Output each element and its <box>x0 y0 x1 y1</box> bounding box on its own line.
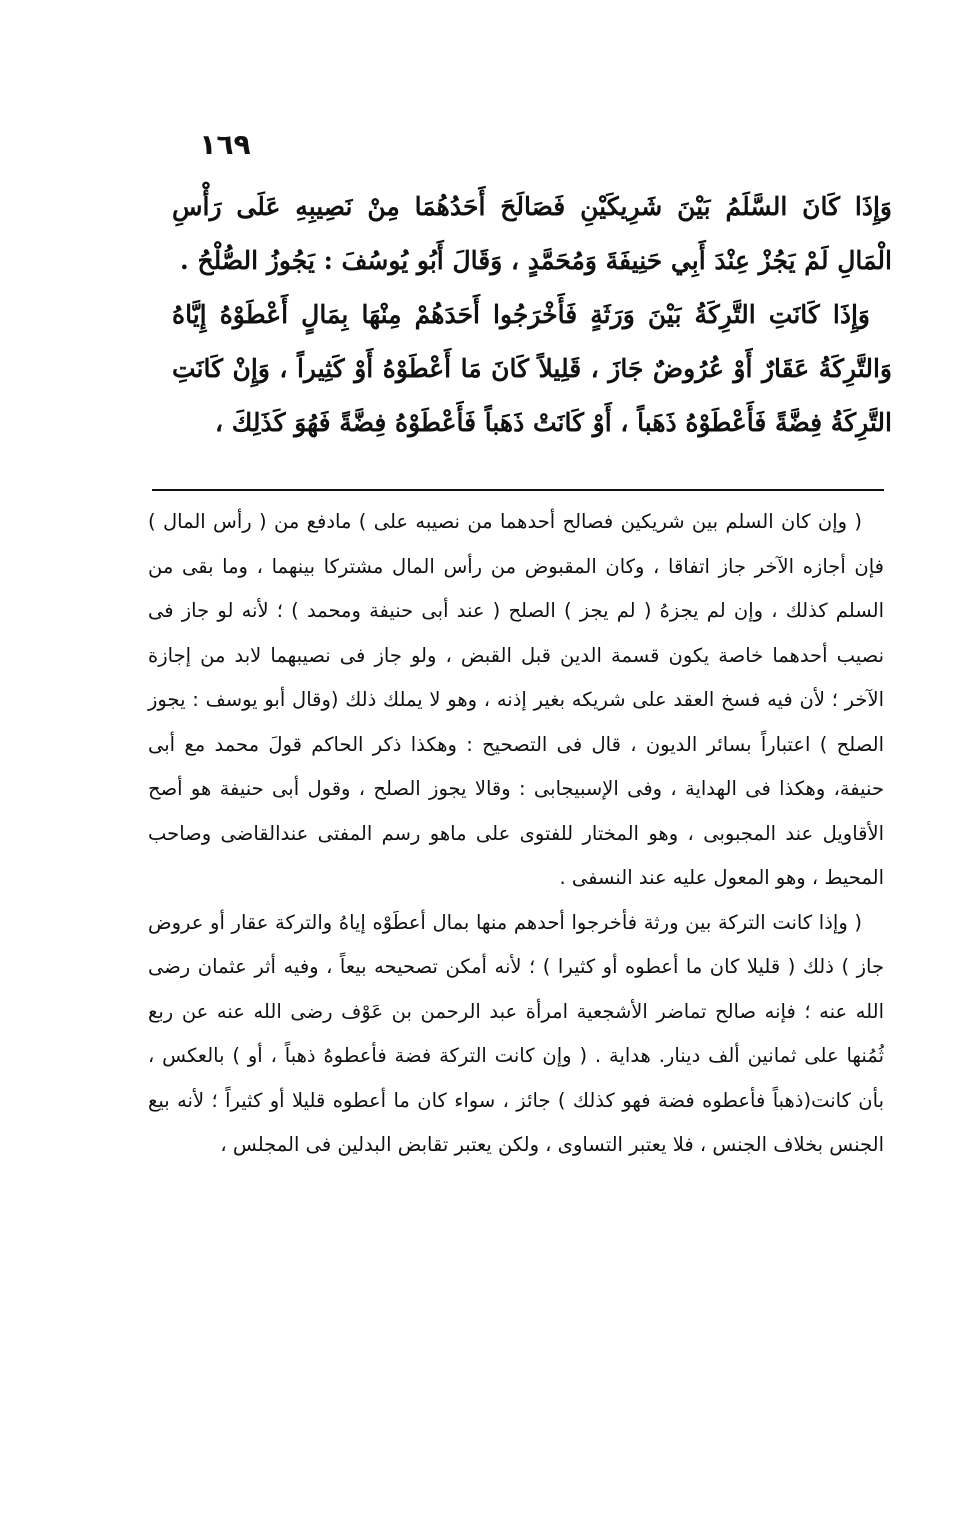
main-text-block <box>172 180 892 450</box>
page-number: ١٦٩ <box>199 128 251 161</box>
commentary-paragraph-salam: ( وإن كان السلم بين شريكين فصالح أحدهما من نصيبه على ) مادفع من ( رأس المال ) فإن أجازه الآخر جاز اتفاقا ، وكان المقبوض من رأس المال مشتركا بينهما ، وما بقى من السلم كذلك ، وإن لم يجزهُ ( لم يجز ) الصلح ( عند أبى حنيفة ومحمد ) ؛ لأنه لو جاز فى نصيب أحدهما خاصة يكون قسمة الدين قبل القبض ، ولو جاز فى نصيبهما لابد من إجازة الآخر ؛ لأن فيه فسخ العقد على شريكه بغير إذنه ، وهو لا يملك ذلك (وقال أبو يوسف : يجوز الصلح ) اعتباراً بسائر الديون ، قال فى التصحيح : وهكذا ذكر الحاكم قولَ محمد مع أبى حنيفة، وهكذا فى الهداية ، وفى الإسبيجابى : وقالا يجوز الصلح ، وقول أبى حنيفة هو أصح الأقاويل عند المجبوبى ، وهو المختار للفتوى على ماهو رسم المفتى عندالقاضى وصاحب المحيط ، وهو المعول عليه عند النسفى . <box>148 510 884 889</box>
main-paragraph-inheritance: وَإِذَا كَانَتِ التَّرِكَةُ بَيْنَ وَرَثَةٍ فَأَخْرَجُوا أَحَدَهُمْ مِنْهَا بِمَالٍ أَعْطَوْهُ إِيَّاهُ وَالتَّرِكَةُ عَقَارٌ أَوْ عُرُوضٌ جَازَ ، قَلِيلاً كَانَ مَا أَعْطَوْهُ أَوْ كَثِيراً ، وَإِنْ كَانَتِ التَّرِكَةُ فِضَّةً فَأَعْطَوْهُ ذَهَباً ، أَوْ كَانَتْ ذَهَباً فَأَعْطَوْهُ فِضَّةً فَهُوَ كَذَلِكَ ، <box>172 300 892 437</box>
main-paragraph-salam: وَإِذَا كَانَ السَّلَمُ بَيْنَ شَرِيكَيْنِ فَصَالَحَ أَحَدُهُمَا مِنْ نَصِيبِهِ عَلَى رَأْسِ الْمَالِ لَمْ يَجُزْ عِنْدَ أَبِي حَنِيفَةَ وَمُحَمَّدٍ ، وَقَالَ أَبُو يُوسُفَ : يَجُوزُ الصُّلْحُ . <box>172 192 892 275</box>
commentary-block <box>148 500 884 1168</box>
commentary-paragraph-inheritance: ( وإذا كانت التركة بين ورثة فأخرجوا أحدهم منها بمال أعطَوْه إياهُ والتركة عقار أو عروض جاز ) ذلك ( قليلا كان ما أعطوه أو كثيرا ) ؛ لأنه أمكن تصحيحه بيعاً ، وفيه أثر عثمان رضى الله عنه ؛ فإنه صالح تماضر الأشجعية امرأة عبد الرحمن بن عَوْف رضى الله عنه عن ربع ثُمُنها على ثمانين ألف دينار. هداية . ( وإن كانت التركة فضة فأعطوهُ ذهباً ، أو ) بالعكس ، بأن كانت(ذهباً فأعطوه فضة فهو كذلك ) جائز ، سواء كان ما أعطوه قليلا أو كثيراً ؛ لأنه بيع الجنس بخلاف الجنس ، فلا يعتبر التساوى ، ولكن يعتبر تقابض البدلين فى المجلس ، <box>148 910 884 1156</box>
section-divider <box>152 489 884 491</box>
